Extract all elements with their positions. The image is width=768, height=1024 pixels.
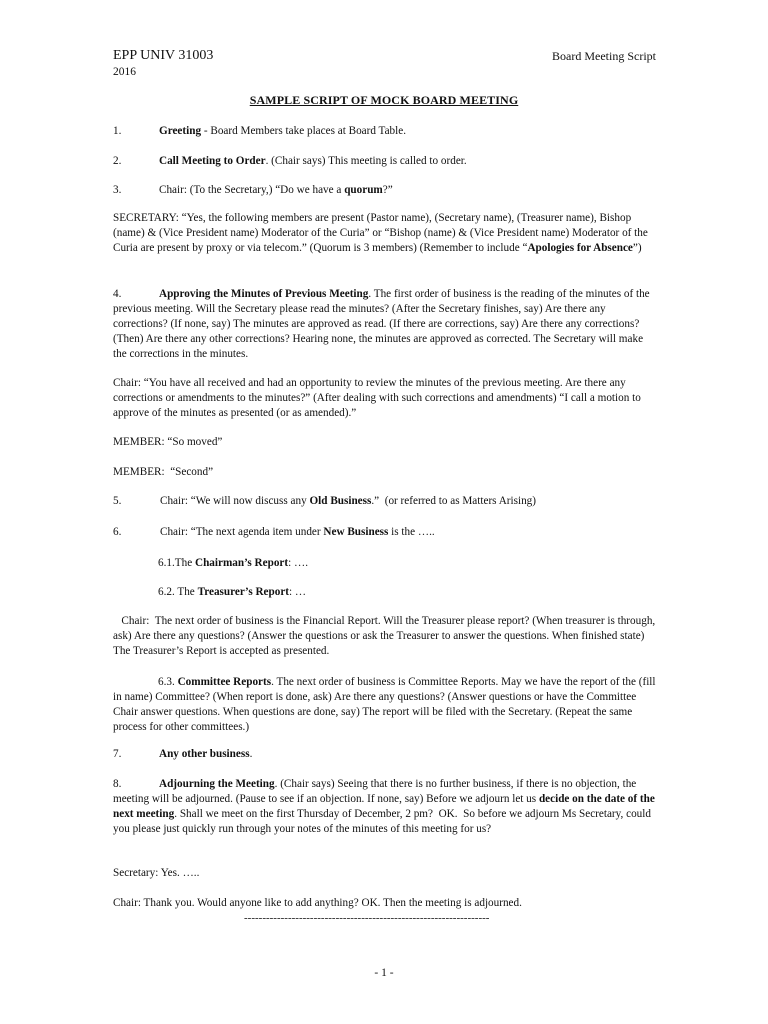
- item-6-1: [158, 556, 658, 571]
- sub-item-text: 6.2. The: [158, 586, 198, 598]
- item-keyword: Old Business: [309, 495, 372, 507]
- item-number: 5.: [113, 495, 122, 507]
- secretary-yes: Secretary: Yes. …..: [113, 867, 200, 879]
- item-text: Chair: “We will now discuss any: [160, 495, 310, 507]
- item-number: 6.: [113, 526, 122, 538]
- item-6-2: [158, 585, 658, 600]
- sub-item-text-end: : …: [289, 586, 307, 598]
- item-text: . (Chair says) This meeting is called to order.: [265, 155, 467, 167]
- sub-item-text: 6.1.The: [158, 557, 195, 569]
- sub-item-text: 6.3.: [158, 676, 178, 688]
- item-heading: Adjourning the Meeting: [159, 778, 275, 790]
- page-number: - 1 -: [374, 967, 394, 979]
- item-6: [113, 525, 658, 540]
- item-keyword: decide on the date of the next meeting: [113, 793, 658, 820]
- header-doc-label: Board Meeting Script: [552, 49, 656, 63]
- item-keyword: New Business: [323, 526, 389, 538]
- sub-item-heading: Committee Reports: [177, 676, 272, 688]
- item-text-end: .: [249, 748, 253, 760]
- item-2: [113, 154, 658, 169]
- item-5: [113, 494, 658, 509]
- item-text: Chair: “The next agenda item under: [160, 526, 324, 538]
- item-number: 3.: [113, 184, 122, 196]
- item-6-3: [113, 675, 658, 735]
- sub-item-heading: Treasurer’s Report: [197, 586, 290, 598]
- sub-item-text-end: . The next order of business is Committee Reports. May we have the report of the (fill in name) Committee? (When report is done, ask) Are there any questions? (Answer questions or have the Committee Chair answer questions. When questions are done, say) The report will be filed with the Secretary. (Repeat the same process for other committees.): [113, 676, 659, 733]
- item-text-end: .” (or referred to as Matters Arising): [371, 495, 537, 507]
- member-moved: MEMBER: “So moved”: [113, 436, 223, 448]
- item-heading: Approving the Minutes of Previous Meeting: [159, 288, 369, 300]
- item-4: [113, 287, 658, 362]
- item-8: [113, 777, 658, 837]
- chair-financial-report: Chair: The next order of business is the Financial Report. Will the Treasurer please report? (When treasurer is through, ask) Are there any questions? (Answer the questions or ask the Treasurer to answer the questions. When finished state) The Treasurer’s Report is accepted as presented.: [113, 615, 659, 657]
- item-keyword: quorum: [344, 184, 383, 196]
- divider-line: -------------------------------------------------------------------: [244, 912, 490, 924]
- item-number: 4.: [113, 288, 122, 300]
- item-number: 7.: [113, 748, 122, 760]
- secretary-text: SECRETARY: “Yes, the following members are present (Pastor name), (Secretary name), (Treasurer name), Bishop (name) & (Vice President name) Moderator of the Curia” or “Bishop (name) & (Vice President name) Moderator of the Curia are present by proxy or via telecom.” (Quorum is 3 members) (Remember to include “: [113, 212, 651, 254]
- item-text: . (Chair says) Seeing that there is no further business, if there is no objection, the meeting will be adjourned. (Pause to see if an objection. If none, say) Before we adjourn let us: [113, 778, 640, 805]
- item-number: 1.: [113, 125, 122, 137]
- item-text-end: . Shall we meet on the first Thursday of December, 2 pm? OK. So before we adjourn Ms Secretary, could you please just quickly run through your notes of the minutes of this meeting for us?: [113, 808, 654, 835]
- item-text: Chair: (To the Secretary,) “Do we have a: [159, 184, 345, 196]
- sub-item-text-end: : ….: [288, 557, 308, 569]
- member-second: MEMBER: “Second”: [113, 466, 214, 478]
- secretary-response: [113, 211, 658, 256]
- secretary-keyword: Apologies for Absence: [527, 242, 633, 254]
- item-text-end: ?”: [382, 184, 393, 196]
- item-heading: Any other business: [159, 748, 250, 760]
- item-1: [113, 124, 658, 139]
- item-text: . The first order of business is the reading of the minutes of the previous meeting. Will the Secretary please read the minutes? (After the Secretary finishes, say) Are there any corrections? (If none, say) The minutes are approved as read. (If there are corrections, say) Are there any corrections? (Then) Are there any other corrections? Hearing none, the minutes are approved as corrected. The Secretary will make the corrections in the minutes.: [113, 288, 653, 360]
- item-number: 2.: [113, 155, 122, 167]
- item-heading: Call Meeting to Order: [159, 155, 266, 167]
- chair-closing: Chair: Thank you. Would anyone like to add anything? OK. Then the meeting is adjourned.: [113, 897, 522, 909]
- item-number: 8.: [113, 778, 122, 790]
- item-text-end: is the …..: [388, 526, 435, 538]
- item-3: [113, 183, 658, 198]
- sub-item-heading: Chairman’s Report: [194, 557, 289, 569]
- secretary-text-end: ”): [632, 242, 642, 254]
- document-title: SAMPLE SCRIPT OF MOCK BOARD MEETING: [249, 93, 519, 107]
- chair-minutes: Chair: “You have all received and had an opportunity to review the minutes of the previous meeting. Are there any corrections or amendments to the minutes?” (After dealing with such corrections and amendments) “I call a motion to approve of the minutes as presented (or as amended).”: [113, 377, 644, 419]
- item-text: - Board Members take places at Board Table.: [201, 125, 407, 137]
- header-year: 2016: [113, 66, 136, 78]
- header-course: EPP UNIV 31003: [113, 48, 214, 63]
- item-heading: Greeting: [159, 125, 202, 137]
- item-7: [113, 747, 658, 762]
